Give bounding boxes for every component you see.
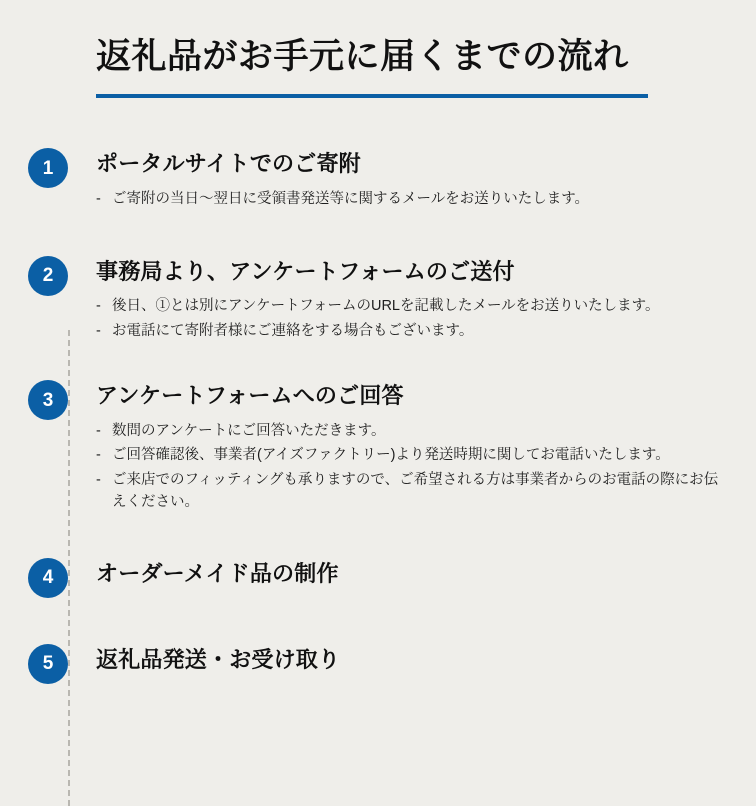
step-body xyxy=(96,558,756,588)
note-text: 数問のアンケートにご回答いただきます。 xyxy=(112,422,386,439)
step-item xyxy=(0,558,756,598)
dash-marker: - xyxy=(96,422,101,439)
step-bullet-column xyxy=(0,644,96,684)
list-item xyxy=(96,420,732,442)
dash-marker: - xyxy=(96,190,101,207)
step-number-badge: 1 xyxy=(28,148,68,188)
step-title: ポータルサイトでのご寄附 xyxy=(96,151,361,176)
title-block xyxy=(96,36,696,98)
note-text: お電話にて寄附者様にご連絡をする場合もございます。 xyxy=(112,322,474,339)
step-connector-line xyxy=(68,330,70,806)
title-underline xyxy=(96,94,648,98)
step-bullet-column xyxy=(0,148,96,188)
note-text: ご寄附の当日〜翌日に受領書発送等に関するメールをお送りいたします。 xyxy=(112,190,590,207)
step-bullet-column xyxy=(0,558,96,598)
step-number-badge: 5 xyxy=(28,644,68,684)
step-notes xyxy=(96,295,732,342)
dash-marker: - xyxy=(96,298,101,315)
step-title: 事務局より、アンケートフォームのご送付 xyxy=(96,258,515,284)
steps-list xyxy=(0,148,756,684)
step-body xyxy=(96,380,756,515)
dash-marker: - xyxy=(96,471,101,488)
dash-marker: - xyxy=(96,322,101,339)
step-notes xyxy=(96,420,732,514)
list-item xyxy=(96,320,732,342)
step-number-badge: 4 xyxy=(28,558,68,598)
page-title: 返礼品がお手元に届くまでの流れ xyxy=(96,37,629,76)
step-item xyxy=(0,380,756,515)
step-item xyxy=(0,148,756,212)
list-item xyxy=(96,469,732,514)
step-title: 返礼品発送・お受け取り xyxy=(96,646,341,672)
dash-marker: - xyxy=(96,447,101,464)
step-title: オーダーメイド品の制作 xyxy=(96,560,339,586)
step-bullet-column xyxy=(0,256,96,296)
list-item xyxy=(96,188,732,210)
step-title: アンケートフォームへのご回答 xyxy=(96,383,404,409)
note-text: 後日、①とは別にアンケートフォームのURLを記載したメールをお送りいたします。 xyxy=(112,298,660,315)
list-item xyxy=(96,444,732,466)
step-number-badge: 2 xyxy=(28,256,68,296)
step-bullet-column xyxy=(0,380,96,420)
note-text: ご来店でのフィッティングも承りますので、ご希望される方は事業者からのお電話の際にお伝えください。 xyxy=(112,471,719,511)
step-body xyxy=(96,256,756,344)
note-text: ご回答確認後、事業者(アイズファクトリー)より発送時期に関してお電話いたします。 xyxy=(112,447,670,464)
step-item xyxy=(0,256,756,344)
step-notes xyxy=(96,188,732,210)
step-item xyxy=(0,644,756,684)
list-item xyxy=(96,295,732,317)
step-number-badge: 3 xyxy=(28,380,68,420)
step-body xyxy=(96,644,756,674)
step-body xyxy=(96,148,756,212)
